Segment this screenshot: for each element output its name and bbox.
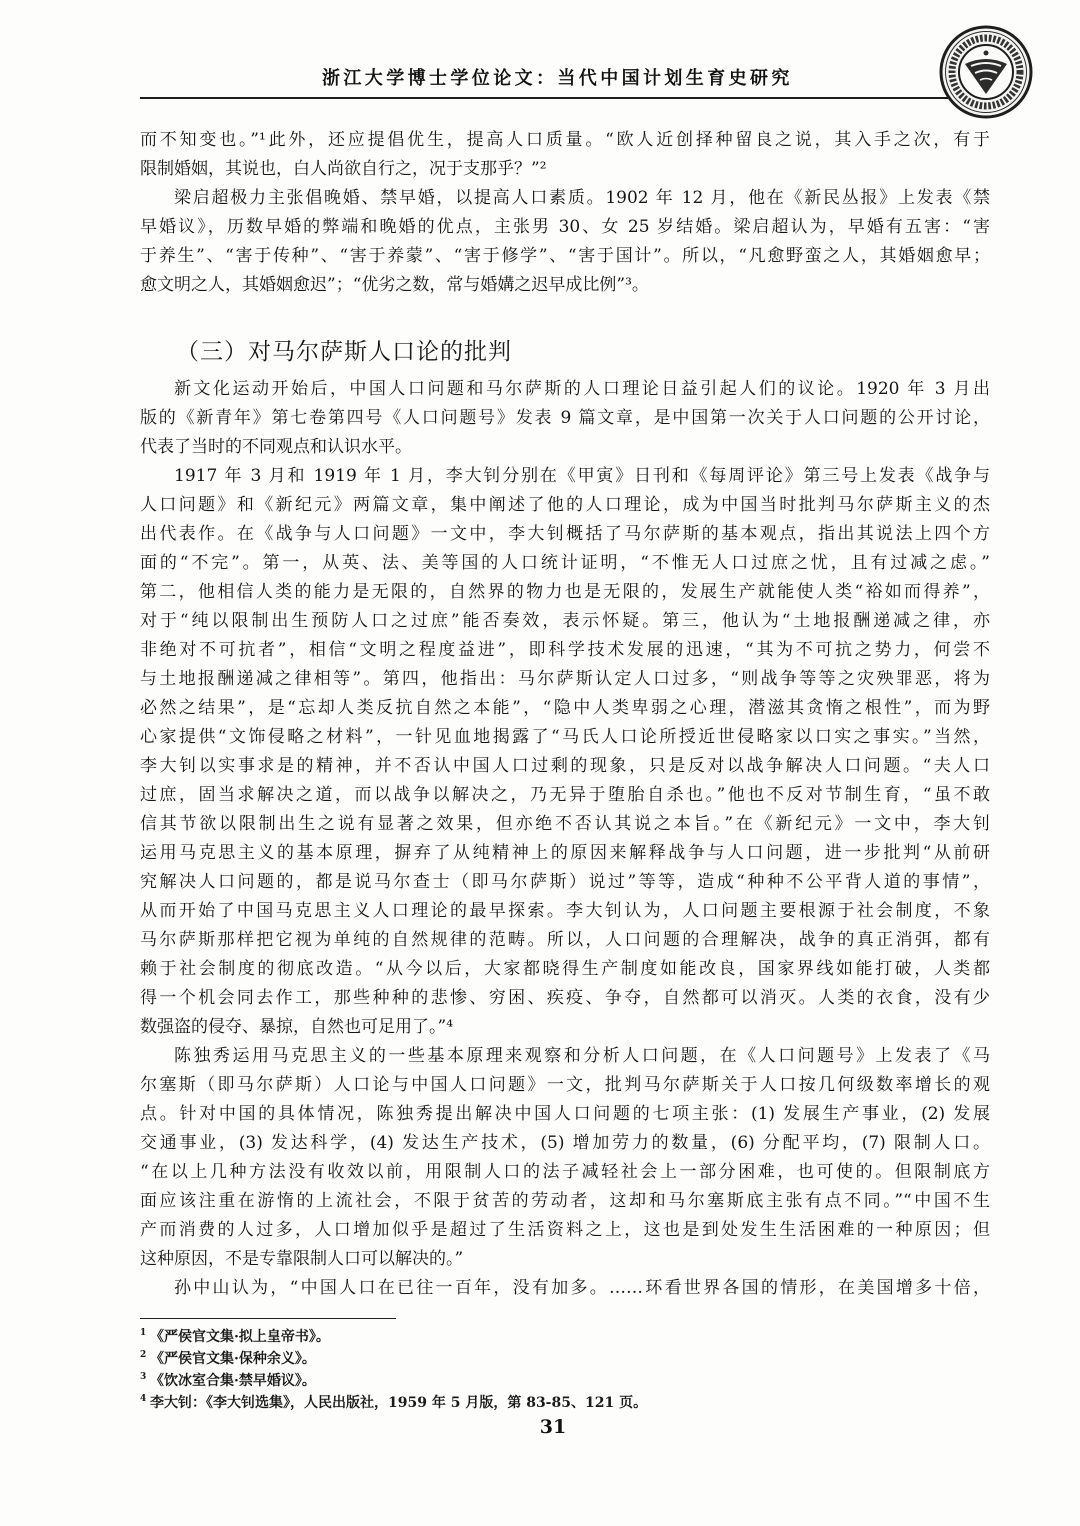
text-line: 于养生”、“害于传种”、“害于养蒙”、“害于修学”、“害于国计”。所以，“凡愈野蛮之人，其婚姻愈早；: [140, 246, 990, 266]
intro-paragraphs: [140, 126, 990, 300]
text-line: 出代表作。在《战争与人口问题》一文中，李大钊概括了马尔萨斯的基本观点，指出其说法上四个方: [140, 524, 990, 544]
footnote-mark: 1: [140, 1328, 147, 1338]
text-line: 尔塞斯（即马尔萨斯）人口论与中国人口问题》一文，批判马尔萨斯关于人口按几何级数率增长的观: [140, 1075, 990, 1095]
footnote: [140, 1392, 840, 1414]
university-emblem-icon: [938, 24, 1034, 120]
text-line: 愈文明之人，其婚姻愈迟”；“优劣之数，常与婚媾之迟早成比例”³。: [140, 275, 649, 295]
footnote-text: 《严侯官文集·拟上皇帝书》。: [150, 1329, 330, 1345]
footnote-mark: 3: [140, 1372, 147, 1382]
text-line: 赖于社会制度的彻底改造。“从今以后，大家都晓得生产制度如能改良，国家界线如能打破，人类都: [140, 959, 990, 979]
text-line: 与土地报酬递减之律相等”。第四，他指出：马尔萨斯认定人口过多，“则战争等等之灾殃罪恶，将为: [140, 669, 990, 689]
header-rule: [140, 97, 948, 99]
text-line: 面应该注重在游惰的上流社会，不限于贫苦的劳动者，这却和马尔塞斯底主张有点不同。”“中国不生: [140, 1191, 990, 1211]
text-line: 交通事业，(3) 发达科学，(4) 发达生产技术，(5) 增加劳力的数量，(6) 分配平均，(7) 限制人口。: [140, 1133, 990, 1153]
footnote-mark: 4: [140, 1394, 147, 1404]
text-line: 究解决人口问题的，都是说马尔查士（即马尔萨斯）说过”等等，造成“种种不公平背人道的事情”，: [140, 872, 990, 892]
footnote-rule: [140, 1318, 396, 1319]
paragraph: [140, 375, 990, 462]
text-line: 从而开始了中国马克思主义人口理论的最早探索。李大钊认为，人口问题主要根源于社会制度，不象: [140, 901, 990, 921]
text-line: 数强盗的侵夺、暴掠，自然也可足用了。”⁴: [140, 1017, 454, 1037]
text-line: 这种原因，不是专靠限制人口可以解决的。”: [140, 1249, 464, 1269]
section-paragraphs: [140, 375, 990, 1303]
paragraph: [140, 1274, 990, 1303]
footnote: [140, 1326, 840, 1348]
footnotes: [140, 1326, 840, 1414]
text-line: 人口问题》和《新纪元》两篇文章，集中阐述了他的人口理论，成为中国当时批判马尔萨斯主义的杰: [140, 495, 990, 515]
text-line: 对于“纯以限制出生预防人口之过庶”能否奏效，表示怀疑。第三，他认为“土地报酬递减之律，亦: [140, 611, 990, 631]
text-line: 过庶，固当求解决之道，而以战争以解决之，乃无异于堕胎自杀也。”他也不反对节制生育，“虽不敢: [140, 785, 990, 805]
text-line: 而不知变也。”¹此外，还应提倡优生，提高人口质量。“欧人近创择种留良之说，其入手之次，有于: [140, 130, 990, 150]
text-line: 版的《新青年》第七卷第四号《人口问题号》发表 9 篇文章，是中国第一次关于人口问题的公开讨论，: [140, 408, 990, 428]
footnote-text: 《严侯官文集·保种余义》。: [150, 1351, 316, 1367]
text-line: 第二，他相信人类的能力是无限的，自然界的物力也是无限的，发展生产就能使人类“裕如而得养”，: [140, 582, 990, 602]
text-line: 梁启超极力主张倡晚婚、禁早婚，以提高人口素质。1902 年 12 月，他在《新民丛报》上发表《禁: [174, 188, 990, 208]
paragraph: [140, 126, 990, 184]
text-line: 产而消费的人过多，人口增加似乎是超过了生活资料之上，这也是到处发生生活困难的一种原因；但: [140, 1220, 990, 1240]
paragraph: [140, 184, 990, 300]
footnote: [140, 1348, 840, 1370]
footnote-mark: 2: [140, 1350, 147, 1360]
text-line: 新文化运动开始后，中国人口问题和马尔萨斯的人口理论日益引起人们的议论。1920 年 3 月出: [174, 379, 990, 399]
text-line: 早婚议》，历数早婚的弊端和晚婚的优点，主张男 30、女 25 岁结婚。梁启超认为，早婚有五害：“害: [140, 217, 990, 237]
text-line: 限制婚姻，其说也，白人尚欲自行之，况于支那乎？”²: [140, 159, 547, 179]
text-line: 信其节欲以限制出生之说有显著之效果，但亦绝不否认其说之本旨。”在《新纪元》一文中，李大钊: [140, 814, 990, 834]
text-line: 马尔萨斯那样把它视为单纯的自然规律的范畴。所以，人口问题的合理解决，战争的真正消弭，都有: [140, 930, 990, 950]
footnote-text: 《饮冰室合集·禁早婚议》。: [150, 1373, 316, 1389]
text-line: 必然之结果”，是“忘却人类反抗自然之本能”，“隐中人类卑弱之心理，潜滋其贪惰之根性”，而为野: [140, 698, 990, 718]
text-line: 面的“不完”。第一，从英、法、美等国的人口统计证明，“不惟无人口过庶之忧，且有过减之虑。”: [140, 553, 990, 573]
footnote: [140, 1370, 840, 1392]
text-line: 点。针对中国的具体情况，陈独秀提出解决中国人口问题的七项主张：(1) 发展生产事业，(2) 发展: [140, 1104, 990, 1124]
body-text: [140, 126, 990, 1303]
paragraph: [140, 462, 990, 1042]
footnote-text: 李大钊：《李大钊选集》，人民出版社，1959 年 5 月版，第 83-85、121 页。: [150, 1395, 648, 1411]
text-line: 心家提供“文饰侵略之材料”，一针见血地揭露了“马氏人口论所授近世侵略家以口实之事实。”当然，: [140, 727, 990, 747]
text-line: 代表了当时的不同观点和认识水平。: [140, 437, 412, 457]
text-line: 孙中山认为，“中国人口在已往一百年，没有加多。……环看世界各国的情形，在美国增多十倍，: [174, 1278, 990, 1298]
text-line: 1917 年 3 月和 1919 年 1 月，李大钊分别在《甲寅》日刊和《每周评论》第三号上发表《战争与: [174, 466, 990, 486]
paragraph: [140, 1042, 990, 1274]
text-line: “在以上几种方法没有收效以前，用限制人口的法子减轻社会上一部分困难，也可使的。但限制底方: [140, 1162, 990, 1182]
page-number: 31: [539, 1416, 567, 1438]
running-header-title: 浙江大学博士学位论文：当代中国计划生育史研究: [322, 68, 793, 89]
text-line: 非绝对不可抗者”，相信“文明之程度益进”，即科学技术发展的迅速，“其为不可抗之势力，何尝不: [140, 640, 990, 660]
text-line: 李大钊以实事求是的精神，并不否认中国人口过剩的现象，只是反对以战争解决人口问题。“夫人口: [140, 756, 990, 776]
text-line: 陈独秀运用马克思主义的一些基本原理来观察和分析人口问题，在《人口问题号》上发表了《马: [174, 1046, 990, 1066]
text-line: 运用马克思主义的基本原理，摒弃了从纯精神上的原因来解释战争与人口问题，进一步批判“从前研: [140, 843, 990, 863]
section-heading: （三）对马尔萨斯人口论的批判: [176, 339, 512, 365]
text-line: 得一个机会同去作工，那些种种的悲惨、穷困、疾疫、争夺，自然都可以消灭。人类的衣食，没有少: [140, 988, 990, 1008]
